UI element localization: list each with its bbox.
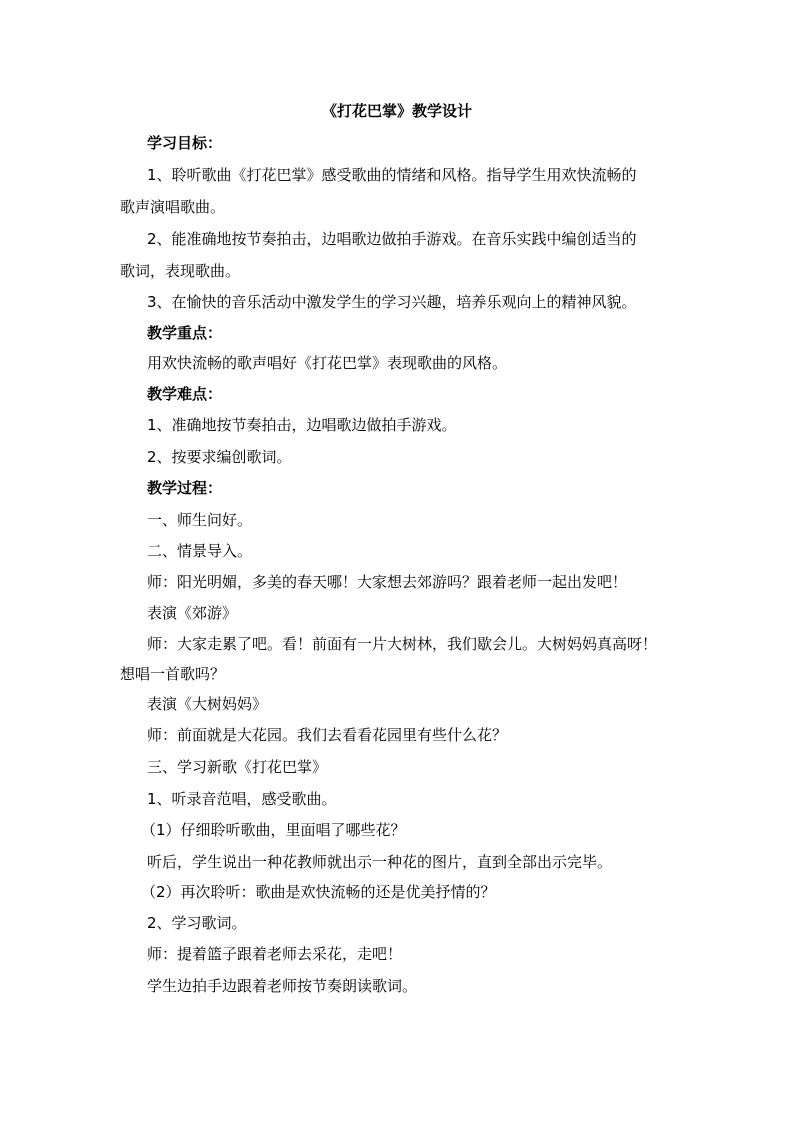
process-step-3: 三、学习新歌《打花巴掌》 bbox=[147, 758, 328, 776]
process-paragraph: （1）仔细聆听歌曲，里面唱了哪些花？ bbox=[141, 821, 406, 839]
process-paragraph: （2）再次聆听：歌曲是欢快流畅的还是优美抒情的？ bbox=[141, 883, 496, 901]
key-points-heading: 教学重点： bbox=[147, 324, 223, 342]
process-step-2: 二、情景导入。 bbox=[147, 542, 253, 560]
key-points-text: 用欢快流畅的歌声唱好《打花巴掌》表现歌曲的风格。 bbox=[147, 354, 508, 372]
document-title: 《打花巴掌》教学设计 bbox=[321, 102, 472, 120]
process-paragraph: 师：大家走累了吧。看！前面有一片大树林，我们歇会儿。大树妈妈真高呀！ bbox=[147, 635, 658, 653]
process-step-1: 一、师生问好。 bbox=[147, 511, 253, 529]
process-paragraph-continued: 想唱一首歌吗？ bbox=[120, 665, 226, 683]
process-paragraph: 表演《大树妈妈》 bbox=[147, 695, 268, 713]
process-paragraph: 师：前面就是大花园。我们去看看花园里有些什么花？ bbox=[147, 726, 508, 744]
goal-item-1: 1、聆听歌曲《打花巴掌》感受歌曲的情绪和风格。指导学生用欢快流畅的 bbox=[147, 166, 637, 184]
process-paragraph: 1、听录音范唱，感受歌曲。 bbox=[147, 790, 337, 808]
process-paragraph: 听后，学生说出一种花教师就出示一种花的图片，直到全部出示完毕。 bbox=[147, 853, 613, 871]
process-paragraph: 2、学习歌词。 bbox=[147, 914, 247, 932]
goals-heading: 学习目标： bbox=[147, 134, 223, 152]
goal-item-2-continued: 歌词，表现歌曲。 bbox=[120, 262, 241, 280]
process-paragraph: 师：提着篮子跟着老师去采花，走吧！ bbox=[147, 945, 403, 963]
goal-item-1-continued: 歌声演唱歌曲。 bbox=[120, 198, 226, 216]
process-paragraph: 表演《郊游》 bbox=[147, 604, 238, 622]
difficulty-item-1: 1、准确地按节奏拍击，边唱歌边做拍手游戏。 bbox=[147, 416, 457, 434]
goal-item-3: 3、在愉快的音乐活动中激发学生的学习兴趣，培养乐观向上的精神风貌。 bbox=[147, 293, 637, 311]
process-paragraph: 师：阳光明媚，多美的春天哪！大家想去郊游吗？跟着老师一起出发吧！ bbox=[147, 573, 628, 591]
process-heading: 教学过程： bbox=[147, 479, 223, 497]
difficulties-heading: 教学难点： bbox=[147, 385, 223, 403]
goal-item-2: 2、能准确地按节奏拍击，边唱歌边做拍手游戏。在音乐实践中编创适当的 bbox=[147, 230, 637, 248]
process-paragraph: 学生边拍手边跟着老师按节奏朗读歌词。 bbox=[147, 977, 418, 995]
difficulty-item-2: 2、按要求编创歌词。 bbox=[147, 448, 292, 466]
